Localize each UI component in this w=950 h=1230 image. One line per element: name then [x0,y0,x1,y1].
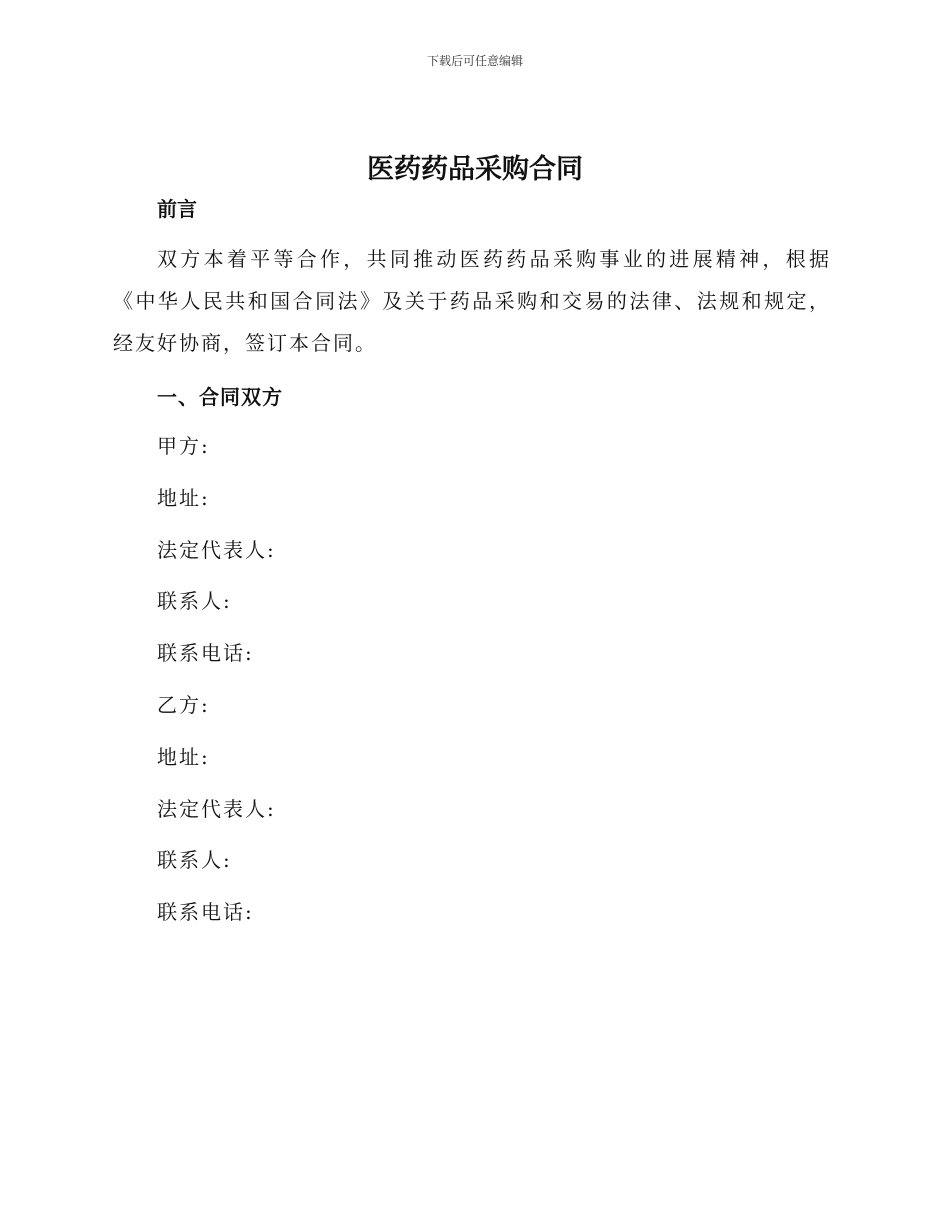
preface-paragraph: 双方本着平等合作，共同推动医药药品采购事业的进展精神，根据《中华人民共和国合同法》及关于药品采购和交易的法律、法规和规定，经友好协商，签订本合同。 [113,247,831,355]
field-party-b: 乙方: [157,692,210,717]
field-party-b-address: 地址: [157,744,210,769]
field-party-b-phone: 联系电话: [157,900,254,925]
field-party-b-contact: 联系人: [157,848,232,873]
field-party-a-legal-rep: 法定代表人: [157,537,276,562]
header-note: 下载后可任意编辑 [426,54,523,68]
section-heading-parties: 一、合同双方 [157,385,283,409]
party-fields-list [157,421,276,939]
field-party-a-contact: 联系人: [157,589,232,614]
field-party-a-phone: 联系电话: [157,641,254,666]
field-party-b-legal-rep: 法定代表人: [157,796,276,821]
preface-heading: 前言 [157,197,197,221]
field-party-a-address: 地址: [157,485,210,510]
field-party-a: 甲方: [157,434,210,458]
document-title: 医药药品采购合同 [367,154,583,185]
